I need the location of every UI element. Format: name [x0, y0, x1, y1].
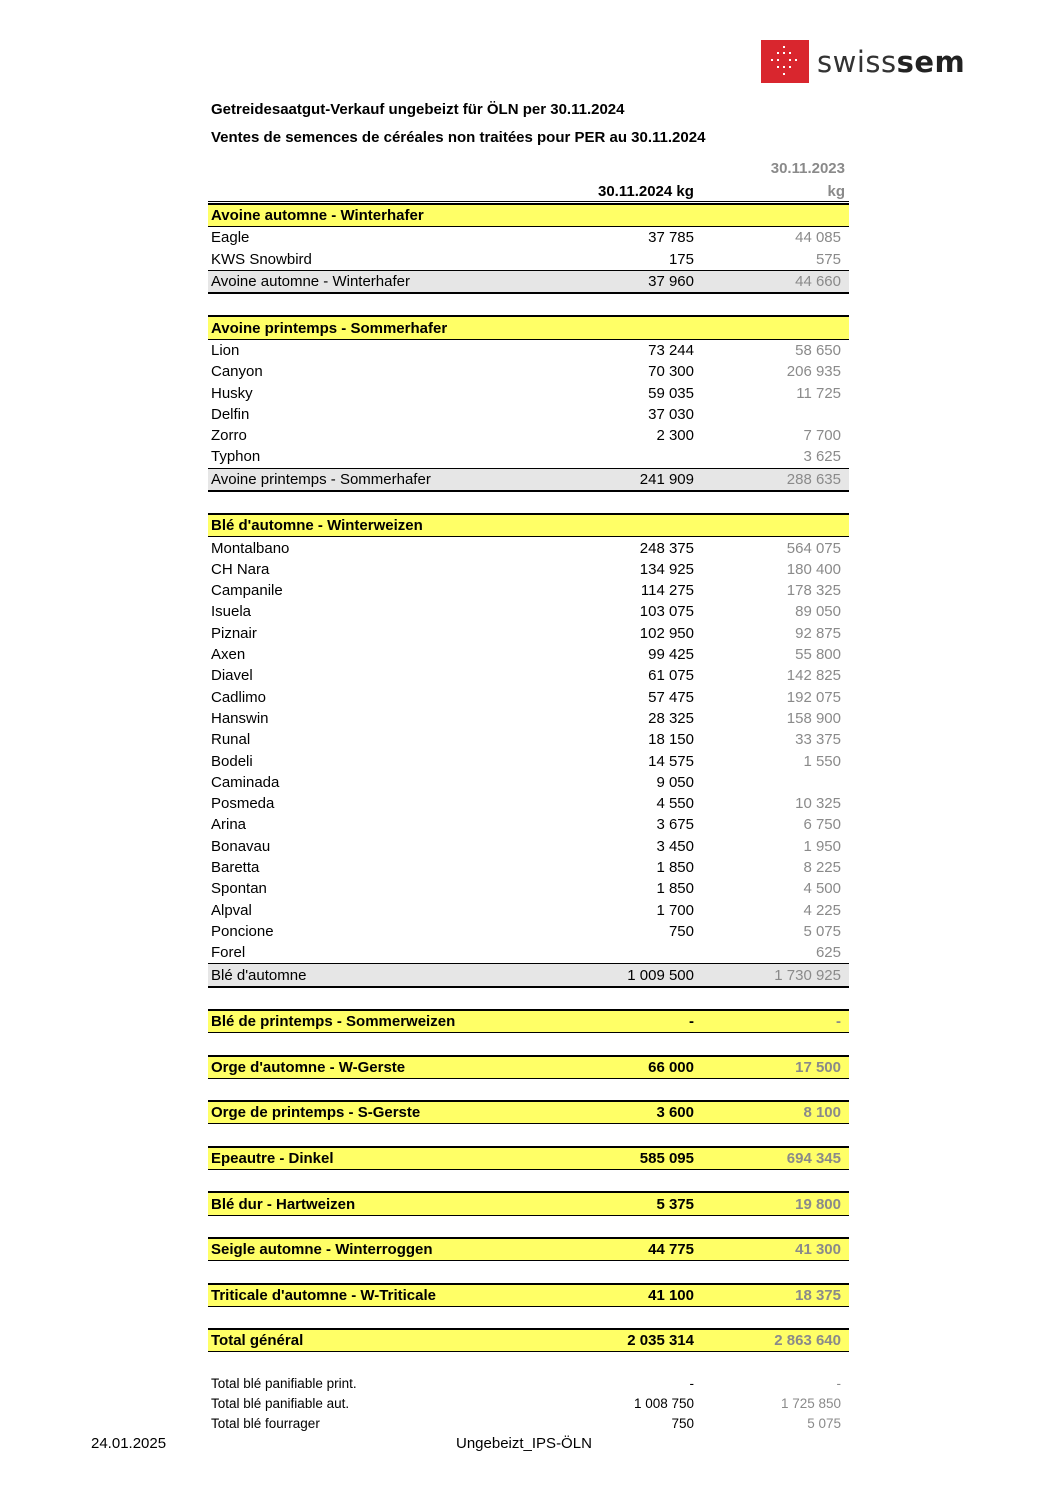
title-de: Getreidesaatgut-Verkauf ungebeizt für ÖLN per 30.11.2024	[211, 101, 625, 118]
value-2024: 59 035	[648, 384, 694, 402]
value-2023: 1 730 925	[698, 964, 849, 987]
value-2023: 5 075	[807, 1415, 841, 1431]
row-label: Blé de printemps - Sommerweizen	[208, 1010, 531, 1033]
value-2024: 585 095	[531, 1147, 698, 1170]
value-2023: 41 300	[698, 1238, 849, 1261]
value-2024: 114 275	[640, 582, 694, 600]
item-row	[208, 537, 849, 559]
value-2024: 3 600	[531, 1101, 698, 1124]
value-2023: 44 660	[698, 270, 849, 293]
value-2024: 18 150	[648, 731, 694, 749]
row-label: Triticale d'automne - W-Triticale	[208, 1284, 531, 1307]
item-row	[208, 644, 849, 665]
item-row	[208, 836, 849, 857]
spacer-row	[208, 1124, 849, 1147]
value-2023: 8 225	[803, 859, 841, 877]
value-2023: 1 950	[803, 837, 841, 855]
row-label: Campanile	[211, 582, 283, 600]
item-row	[208, 708, 849, 729]
value-2024: 5 375	[531, 1192, 698, 1215]
value-2024: 66 000	[531, 1056, 698, 1079]
row-label: Epeautre - Dinkel	[208, 1147, 531, 1170]
item-row	[208, 942, 849, 964]
value-2024: 2 035 314	[531, 1329, 698, 1352]
value-2024: 134 925	[639, 560, 694, 578]
value-2024	[531, 204, 698, 227]
row-label: Total blé panifiable print.	[211, 1375, 357, 1391]
value-2024: 57 475	[648, 688, 694, 706]
value-2023: -	[836, 1375, 841, 1391]
value-2023	[698, 204, 849, 227]
header-rule	[208, 201, 849, 202]
row-label: Total blé fourrager	[211, 1415, 320, 1431]
value-2024: 14 575	[648, 752, 694, 770]
item-row	[208, 900, 849, 921]
row-label: Hanswin	[211, 709, 269, 727]
value-2024: 1 850	[656, 880, 694, 898]
value-2023: 288 635	[698, 468, 849, 491]
row-label: Baretta	[211, 859, 260, 877]
value-2023: 10 325	[795, 795, 841, 813]
subtotal-row	[208, 270, 849, 293]
value-2023: 58 650	[795, 341, 841, 359]
row-label: Blé dur - Hartweizen	[208, 1192, 531, 1215]
row-label: Isuela	[211, 603, 252, 621]
section-row	[208, 1329, 849, 1352]
item-row	[208, 772, 849, 793]
header-prev-date: 30.11.2023	[770, 160, 845, 177]
item-row	[208, 339, 849, 361]
value-2024: 750	[671, 1415, 694, 1431]
value-2023: 564 075	[786, 539, 841, 557]
section-row	[208, 316, 849, 339]
spacer-row	[208, 987, 849, 1010]
brand-wordmark: swisssem	[817, 44, 966, 79]
value-2024: 28 325	[648, 709, 694, 727]
value-2023: 1 725 850	[780, 1395, 841, 1411]
value-2024: 3 450	[656, 837, 694, 855]
row-label: Diavel	[211, 667, 253, 685]
row-label: Blé d'automne - Winterweizen	[208, 514, 531, 537]
value-2023: 4 225	[803, 901, 841, 919]
value-2024: 1 850	[656, 859, 694, 877]
value-2023: 17 500	[698, 1056, 849, 1079]
item-row	[208, 729, 849, 750]
section-row	[208, 1192, 849, 1215]
value-2023: 180 400	[786, 560, 841, 578]
value-2024: 73 244	[648, 341, 694, 359]
note-row	[208, 1414, 849, 1434]
section-row	[208, 1056, 849, 1079]
row-label: Caminada	[211, 773, 280, 791]
value-2023: 142 825	[786, 667, 841, 685]
value-2024: -	[689, 1375, 694, 1391]
spacer-row	[208, 1306, 849, 1329]
item-row	[208, 665, 849, 686]
value-2024	[531, 446, 698, 468]
value-2023: 192 075	[786, 688, 841, 706]
section-row	[208, 1238, 849, 1261]
item-row	[208, 249, 849, 271]
footer-file: Ungebeizt_IPS-ÖLN	[456, 1435, 592, 1452]
value-2024: 37 960	[531, 270, 698, 293]
section-row	[208, 204, 849, 227]
value-2024: 103 075	[639, 603, 694, 621]
value-2023: 625	[815, 944, 841, 962]
row-label: Total général	[208, 1329, 531, 1352]
row-label: Spontan	[211, 880, 267, 898]
value-2023: 2 863 640	[698, 1329, 849, 1352]
value-2023: 7 700	[803, 427, 841, 445]
row-label: Piznair	[211, 624, 257, 642]
value-2023: 1 550	[803, 752, 841, 770]
value-2024: 9 050	[656, 773, 694, 791]
row-label: Seigle automne - Winterroggen	[208, 1238, 531, 1261]
subtotal-row	[208, 468, 849, 491]
section-row	[208, 1101, 849, 1124]
value-2023: 89 050	[795, 603, 841, 621]
item-row	[208, 446, 849, 468]
row-label: CH Nara	[211, 560, 270, 578]
value-2024: 750	[668, 922, 694, 940]
value-2023: 6 750	[803, 816, 841, 834]
value-2023: 11 725	[796, 384, 841, 402]
value-2023: 92 875	[795, 624, 841, 642]
spacer-row	[208, 293, 849, 316]
value-2023: 178 325	[786, 582, 841, 600]
item-row	[208, 793, 849, 814]
spacer-row	[208, 1033, 849, 1056]
section-row	[208, 1147, 849, 1170]
value-2023: 575	[815, 250, 841, 268]
row-label: Arina	[211, 816, 247, 834]
section-row	[208, 514, 849, 537]
item-row	[208, 921, 849, 942]
swisssem-logo-icon	[761, 40, 809, 83]
row-label: Poncione	[211, 922, 274, 940]
value-2023	[698, 316, 849, 339]
spacer-row	[208, 1261, 849, 1284]
row-label: Avoine printemps - Sommerhafer	[208, 316, 531, 339]
header-prev-unit: kg	[827, 183, 845, 200]
row-label: Avoine automne - Winterhafer	[208, 204, 531, 227]
item-row	[208, 559, 849, 580]
value-2023: -	[698, 1010, 849, 1033]
row-label: Husky	[211, 384, 253, 402]
row-label: Delfin	[211, 405, 250, 423]
value-2023: 694 345	[698, 1147, 849, 1170]
value-2023: 55 800	[795, 646, 841, 664]
value-2023: 33 375	[795, 731, 841, 749]
row-label: Eagle	[211, 229, 250, 247]
value-2024: 2 300	[656, 427, 694, 445]
value-2024: 3 675	[656, 816, 694, 834]
row-label: Runal	[211, 731, 251, 749]
row-label: Alpval	[211, 901, 252, 919]
row-label: Cadlimo	[211, 688, 267, 706]
title-fr: Ventes de semences de céréales non traitées pour PER au 30.11.2024	[211, 129, 706, 146]
value-2024	[531, 316, 698, 339]
value-2023: 8 100	[698, 1101, 849, 1124]
value-2024: 1 700	[656, 901, 694, 919]
row-label: Bodeli	[211, 752, 253, 770]
value-2023: 5 075	[803, 922, 841, 940]
item-row	[208, 857, 849, 878]
row-label: Lion	[211, 341, 240, 359]
value-2024: 4 550	[656, 795, 694, 813]
value-2023: 18 375	[698, 1284, 849, 1307]
value-2024	[531, 514, 698, 537]
item-row	[208, 361, 849, 382]
value-2024: 37 030	[648, 405, 694, 423]
row-label: Axen	[211, 646, 246, 664]
value-2024	[531, 942, 698, 964]
spacer-row	[208, 1215, 849, 1238]
spacer-row	[208, 1078, 849, 1101]
value-2023: 158 900	[786, 709, 841, 727]
value-2024: 248 375	[639, 539, 694, 557]
value-2023: 44 085	[795, 229, 841, 247]
value-2024: 241 909	[531, 468, 698, 491]
value-2024: 1 008 750	[633, 1395, 694, 1411]
row-label: Total blé panifiable aut.	[211, 1395, 350, 1411]
value-2024: 41 100	[531, 1284, 698, 1307]
sales-table	[208, 203, 849, 1434]
value-2024: 61 075	[648, 667, 694, 685]
spacer-row	[208, 1170, 849, 1193]
item-row	[208, 601, 849, 622]
row-label: Blé d'automne	[208, 964, 531, 987]
row-label: Forel	[211, 944, 246, 962]
brand-logo	[761, 40, 965, 83]
subtotal-row	[208, 964, 849, 987]
value-2024: 70 300	[648, 363, 694, 381]
value-2024: 37 785	[648, 229, 694, 247]
row-label: Zorro	[211, 427, 247, 445]
section-row	[208, 1010, 849, 1033]
value-2024: 175	[668, 250, 694, 268]
value-2023	[698, 772, 849, 793]
item-row	[208, 227, 849, 249]
note-row	[208, 1374, 849, 1394]
item-row	[208, 750, 849, 771]
value-2024: -	[531, 1010, 698, 1033]
row-label: Avoine printemps - Sommerhafer	[208, 468, 531, 491]
value-2023	[698, 404, 849, 425]
value-2024: 1 009 500	[531, 964, 698, 987]
item-row	[208, 814, 849, 835]
row-label: Posmeda	[211, 795, 275, 813]
row-label: Montalbano	[211, 539, 290, 557]
value-2023: 206 935	[786, 363, 841, 381]
item-row	[208, 878, 849, 899]
header-current: 30.11.2024 kg	[598, 183, 694, 200]
value-2023: 3 625	[803, 448, 841, 466]
row-label: Bonavau	[211, 837, 271, 855]
row-label: Canyon	[211, 363, 263, 381]
item-row	[208, 404, 849, 425]
footer-date: 24.01.2025	[91, 1435, 167, 1452]
spacer-row	[208, 1352, 849, 1374]
item-row	[208, 687, 849, 708]
value-2023: 19 800	[698, 1192, 849, 1215]
item-row	[208, 580, 849, 601]
row-label: Orge de printemps - S-Gerste	[208, 1101, 531, 1124]
value-2024: 102 950	[639, 624, 694, 642]
value-2024: 99 425	[648, 646, 694, 664]
item-row	[208, 382, 849, 403]
value-2024: 44 775	[531, 1238, 698, 1261]
value-2023: 4 500	[803, 880, 841, 898]
value-2023	[698, 514, 849, 537]
spacer-row	[208, 491, 849, 514]
row-label: KWS Snowbird	[211, 250, 312, 268]
section-row	[208, 1284, 849, 1307]
row-label: Typhon	[211, 448, 261, 466]
item-row	[208, 623, 849, 644]
note-row	[208, 1394, 849, 1414]
row-label: Orge d'automne - W-Gerste	[208, 1056, 531, 1079]
row-label: Avoine automne - Winterhafer	[208, 270, 531, 293]
item-row	[208, 425, 849, 446]
